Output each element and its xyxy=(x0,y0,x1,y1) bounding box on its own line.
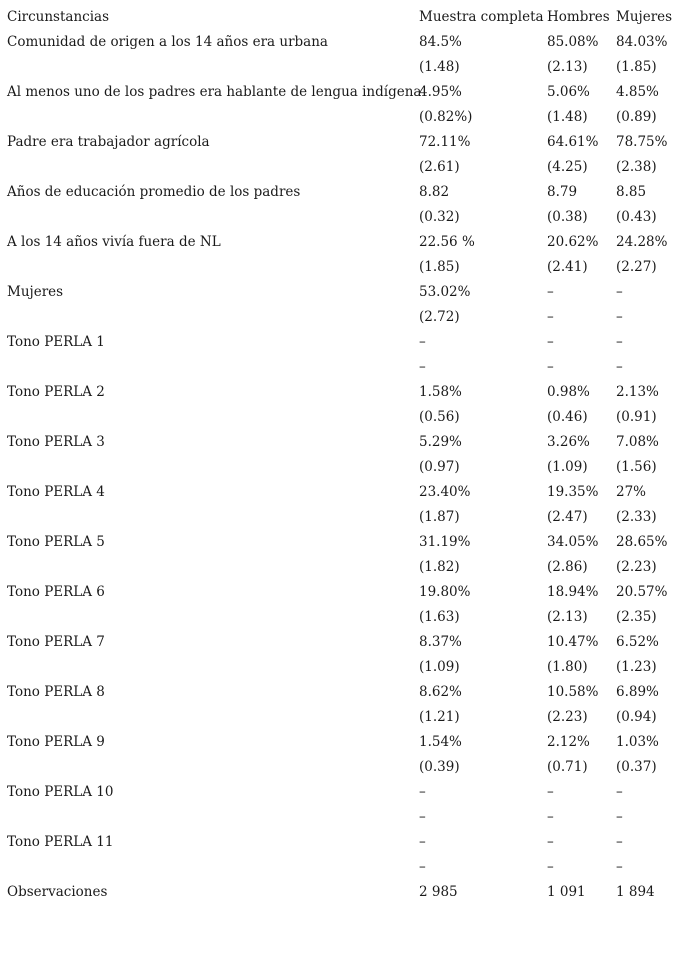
hombres-cell: (2.13) xyxy=(547,609,588,625)
table-row xyxy=(0,680,677,705)
hombres-cell: (2.13) xyxy=(547,59,588,75)
muestra-completa-cell: (1.85) xyxy=(419,259,460,275)
mujeres-cell: 2.13% xyxy=(616,384,659,400)
mujeres-cell: 24.28% xyxy=(616,234,668,250)
hombres-cell: (1.09) xyxy=(547,459,588,475)
mujeres-cell: (1.56) xyxy=(616,459,657,475)
hombres-cell: 19.35% xyxy=(547,484,599,500)
row-label: Al menos uno de los padres era hablante de lengua indígena xyxy=(7,84,422,100)
table-row xyxy=(0,155,677,180)
row-label: Mujeres xyxy=(7,284,64,300)
table-row xyxy=(0,830,677,855)
hombres-cell: – xyxy=(547,334,554,350)
table-row xyxy=(0,455,677,480)
muestra-completa-cell: 4.95% xyxy=(419,84,462,100)
table-body xyxy=(0,30,677,905)
hombres-cell: 10.58% xyxy=(547,684,599,700)
muestra-completa-cell: 84.5% xyxy=(419,34,462,50)
mujeres-cell: – xyxy=(616,284,623,300)
hombres-cell: (2.23) xyxy=(547,709,588,725)
mujeres-cell: (0.37) xyxy=(616,759,657,775)
hombres-cell: – xyxy=(547,359,554,375)
muestra-completa-cell: 1.58% xyxy=(419,384,462,400)
hombres-cell: 2.12% xyxy=(547,734,590,750)
hombres-cell: (1.48) xyxy=(547,109,588,125)
row-label: Comunidad de origen a los 14 años era urbana xyxy=(7,34,328,50)
mujeres-cell: (0.94) xyxy=(616,709,657,725)
mujeres-cell: 4.85% xyxy=(616,84,659,100)
muestra-completa-cell: (2.72) xyxy=(419,309,460,325)
hombres-cell: – xyxy=(547,859,554,875)
row-label: Tono PERLA 11 xyxy=(7,834,114,850)
mujeres-cell: 8.85 xyxy=(616,184,647,200)
table-row xyxy=(0,605,677,630)
mujeres-cell: – xyxy=(616,309,623,325)
row-label: Tono PERLA 4 xyxy=(7,484,105,500)
table-row xyxy=(0,205,677,230)
circumstances-table xyxy=(0,5,677,905)
hombres-cell: (0.46) xyxy=(547,409,588,425)
mujeres-cell: 28.65% xyxy=(616,534,668,550)
table-row xyxy=(0,480,677,505)
hombres-cell: (1.80) xyxy=(547,659,588,675)
row-label: Tono PERLA 8 xyxy=(7,684,105,700)
table-row xyxy=(0,580,677,605)
table-row xyxy=(0,730,677,755)
header-mujeres: Mujeres xyxy=(616,9,673,25)
mujeres-cell: 84.03% xyxy=(616,34,668,50)
hombres-cell: 85.08% xyxy=(547,34,599,50)
table-row xyxy=(0,630,677,655)
muestra-completa-cell: 31.19% xyxy=(419,534,471,550)
hombres-cell: (0.38) xyxy=(547,209,588,225)
muestra-completa-cell: (1.63) xyxy=(419,609,460,625)
table-row xyxy=(0,230,677,255)
mujeres-cell: (2.35) xyxy=(616,609,657,625)
table-row xyxy=(0,330,677,355)
hombres-cell: 1 091 xyxy=(547,884,586,900)
mujeres-cell: – xyxy=(616,784,623,800)
table-row xyxy=(0,80,677,105)
hombres-cell: 3.26% xyxy=(547,434,590,450)
table-row xyxy=(0,380,677,405)
mujeres-cell: 6.52% xyxy=(616,634,659,650)
muestra-completa-cell: – xyxy=(419,809,426,825)
table-row xyxy=(0,130,677,155)
table-row xyxy=(0,655,677,680)
row-label: Tono PERLA 1 xyxy=(7,334,105,350)
table-row xyxy=(0,180,677,205)
mujeres-cell: 78.75% xyxy=(616,134,668,150)
row-label: Observaciones xyxy=(7,884,108,900)
muestra-completa-cell: 8.82 xyxy=(419,184,450,200)
mujeres-cell: – xyxy=(616,334,623,350)
mujeres-cell: (2.27) xyxy=(616,259,657,275)
row-label: Tono PERLA 7 xyxy=(7,634,105,650)
muestra-completa-cell: 23.40% xyxy=(419,484,471,500)
hombres-cell: – xyxy=(547,784,554,800)
table-row xyxy=(0,305,677,330)
muestra-completa-cell: (0.32) xyxy=(419,209,460,225)
hombres-cell: (2.86) xyxy=(547,559,588,575)
mujeres-cell: (2.23) xyxy=(616,559,657,575)
table-row xyxy=(0,555,677,580)
muestra-completa-cell: (0.97) xyxy=(419,459,460,475)
table-row xyxy=(0,755,677,780)
table-row xyxy=(0,430,677,455)
hombres-cell: 64.61% xyxy=(547,134,599,150)
table-row xyxy=(0,105,677,130)
muestra-completa-cell: 5.29% xyxy=(419,434,462,450)
table-row xyxy=(0,855,677,880)
row-label: Años de educación promedio de los padres xyxy=(7,184,301,200)
hombres-cell: – xyxy=(547,284,554,300)
mujeres-cell: – xyxy=(616,859,623,875)
table-row xyxy=(0,355,677,380)
table-row xyxy=(0,405,677,430)
muestra-completa-cell: (2.61) xyxy=(419,159,460,175)
row-label: Padre era trabajador agrícola xyxy=(7,134,210,150)
hombres-cell: 10.47% xyxy=(547,634,599,650)
muestra-completa-cell: 19.80% xyxy=(419,584,471,600)
muestra-completa-cell: (0.56) xyxy=(419,409,460,425)
table-row xyxy=(0,880,677,905)
muestra-completa-cell: – xyxy=(419,784,426,800)
mujeres-cell: 20.57% xyxy=(616,584,668,600)
hombres-cell: 8.79 xyxy=(547,184,578,200)
muestra-completa-cell: (1.87) xyxy=(419,509,460,525)
muestra-completa-cell: (1.21) xyxy=(419,709,460,725)
muestra-completa-cell: (0.39) xyxy=(419,759,460,775)
hombres-cell: 5.06% xyxy=(547,84,590,100)
mujeres-cell: (1.85) xyxy=(616,59,657,75)
table-row xyxy=(0,55,677,80)
muestra-completa-cell: (1.48) xyxy=(419,59,460,75)
table-header-row xyxy=(0,5,677,30)
hombres-cell: (4.25) xyxy=(547,159,588,175)
hombres-cell: 20.62% xyxy=(547,234,599,250)
mujeres-cell: (0.89) xyxy=(616,109,657,125)
mujeres-cell: (1.23) xyxy=(616,659,657,675)
mujeres-cell: (2.38) xyxy=(616,159,657,175)
table-row xyxy=(0,530,677,555)
row-label: A los 14 años vivía fuera de NL xyxy=(7,234,221,250)
header-hombres: Hombres xyxy=(547,9,610,25)
mujeres-cell: – xyxy=(616,834,623,850)
table-row xyxy=(0,30,677,55)
hombres-cell: 34.05% xyxy=(547,534,599,550)
muestra-completa-cell: 72.11% xyxy=(419,134,471,150)
muestra-completa-cell: – xyxy=(419,359,426,375)
hombres-cell: 18.94% xyxy=(547,584,599,600)
muestra-completa-cell: (1.82) xyxy=(419,559,460,575)
row-label: Tono PERLA 2 xyxy=(7,384,105,400)
mujeres-cell: – xyxy=(616,359,623,375)
row-label: Tono PERLA 5 xyxy=(7,534,105,550)
muestra-completa-cell: – xyxy=(419,834,426,850)
table-row xyxy=(0,505,677,530)
muestra-completa-cell: (0.82%) xyxy=(419,109,473,125)
muestra-completa-cell: 22.56 % xyxy=(419,234,475,250)
table-row xyxy=(0,705,677,730)
row-label: Tono PERLA 3 xyxy=(7,434,105,450)
hombres-cell: – xyxy=(547,809,554,825)
mujeres-cell: (0.91) xyxy=(616,409,657,425)
header-circunstancias: Circunstancias xyxy=(7,9,110,25)
table-row xyxy=(0,255,677,280)
hombres-cell: – xyxy=(547,834,554,850)
row-label: Tono PERLA 6 xyxy=(7,584,105,600)
hombres-cell: (0.71) xyxy=(547,759,588,775)
muestra-completa-cell: 8.37% xyxy=(419,634,462,650)
mujeres-cell: 7.08% xyxy=(616,434,659,450)
mujeres-cell: 27% xyxy=(616,484,647,500)
mujeres-cell: 1 894 xyxy=(616,884,655,900)
muestra-completa-cell: 53.02% xyxy=(419,284,471,300)
row-label: Tono PERLA 10 xyxy=(7,784,114,800)
muestra-completa-cell: 1.54% xyxy=(419,734,462,750)
hombres-cell: (2.47) xyxy=(547,509,588,525)
hombres-cell: 0.98% xyxy=(547,384,590,400)
muestra-completa-cell: – xyxy=(419,859,426,875)
muestra-completa-cell: 2 985 xyxy=(419,884,458,900)
hombres-cell: (2.41) xyxy=(547,259,588,275)
table-row xyxy=(0,280,677,305)
hombres-cell: – xyxy=(547,309,554,325)
muestra-completa-cell: (1.09) xyxy=(419,659,460,675)
mujeres-cell: (2.33) xyxy=(616,509,657,525)
table-row xyxy=(0,780,677,805)
mujeres-cell: 1.03% xyxy=(616,734,659,750)
header-muestra-completa: Muestra completa xyxy=(419,9,544,25)
table-row xyxy=(0,805,677,830)
muestra-completa-cell: 8.62% xyxy=(419,684,462,700)
mujeres-cell: (0.43) xyxy=(616,209,657,225)
row-label: Tono PERLA 9 xyxy=(7,734,105,750)
mujeres-cell: 6.89% xyxy=(616,684,659,700)
mujeres-cell: – xyxy=(616,809,623,825)
muestra-completa-cell: – xyxy=(419,334,426,350)
